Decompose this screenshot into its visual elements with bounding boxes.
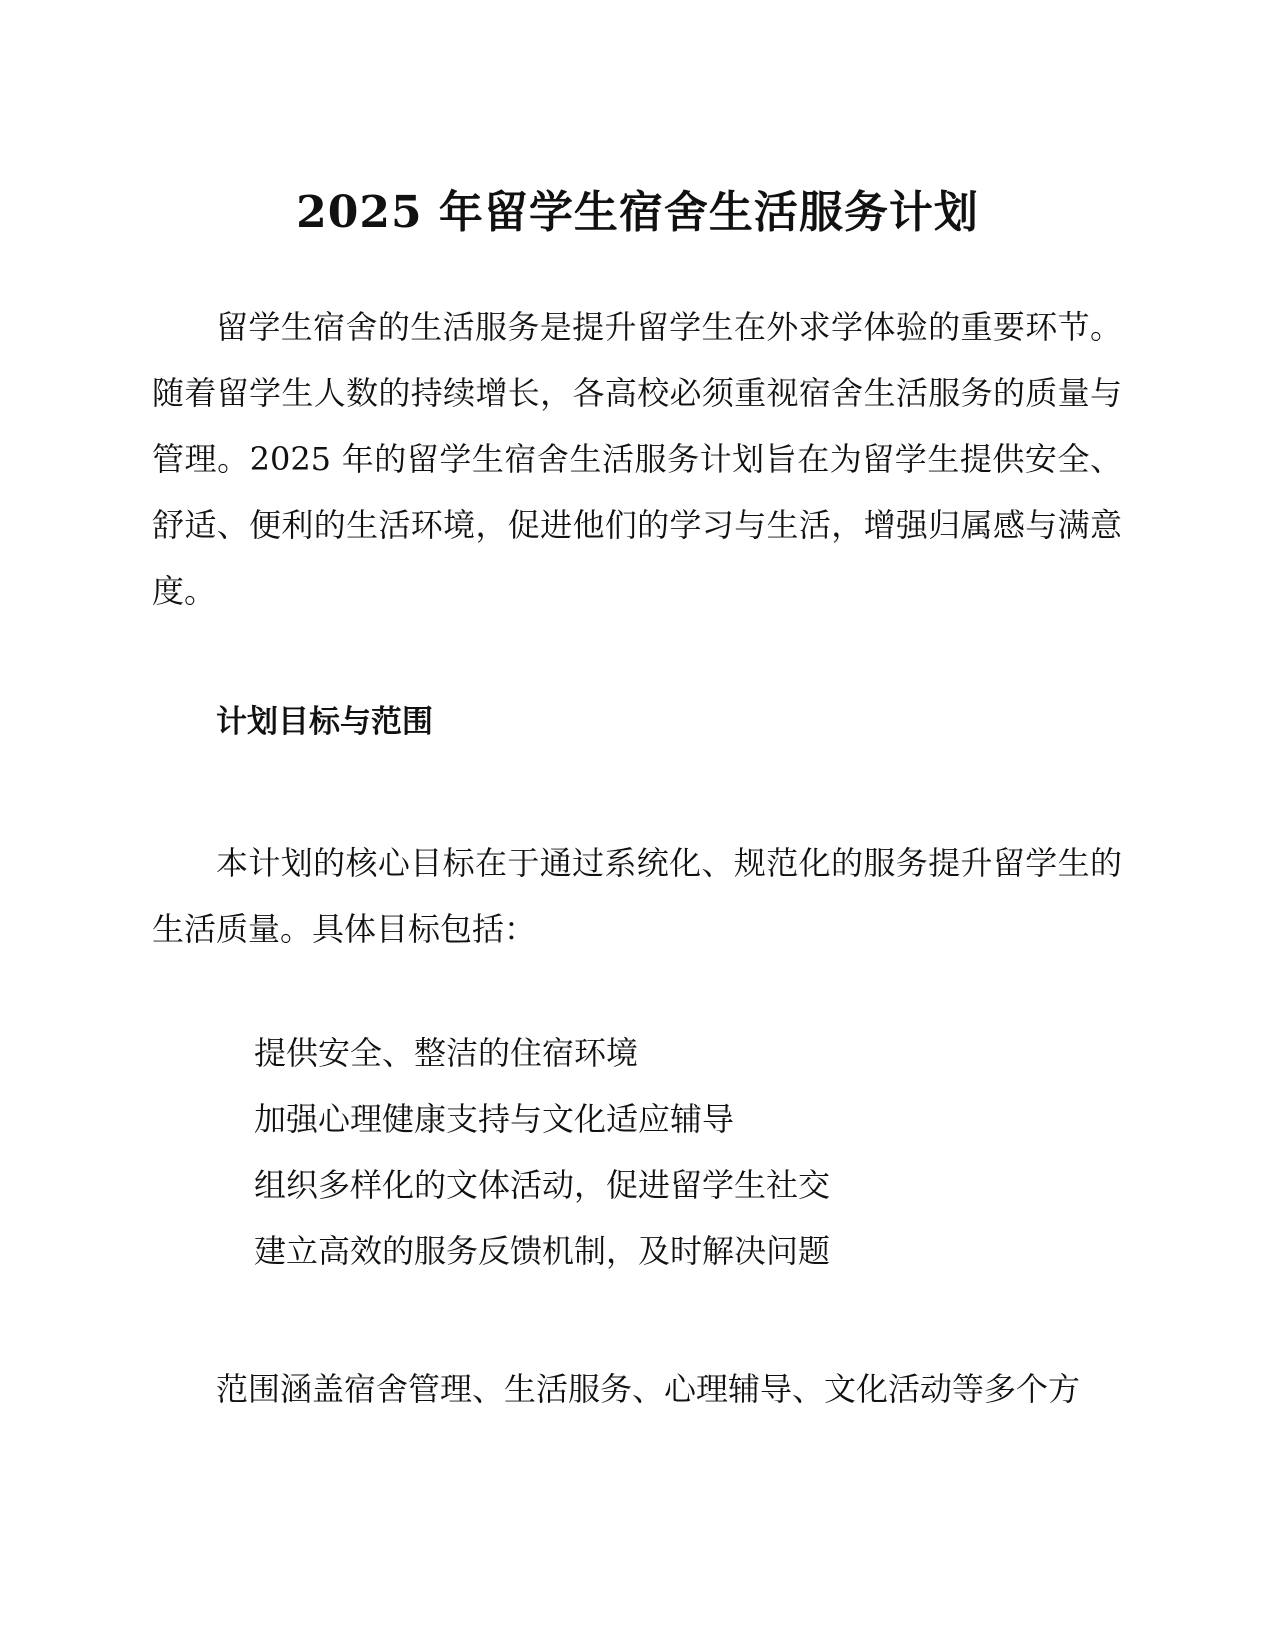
intro-paragraph: 留学生宿舍的生活服务是提升留学生在外求学体验的重要环节。随着留学生人数的持续增长，各高校必须重视宿舍生活服务的质量与管理。2025 年的留学生宿舍生活服务计划旨在为留学生提供安全、舒适、便利的生活环境，促进他们的学习与生活，增强归属感与满意度。 (152, 308, 1122, 610)
goals-intro-paragraph: 本计划的核心目标在于通过系统化、规范化的服务提升留学生的生活质量。具体目标包括： (152, 844, 1122, 948)
goals-list (254, 1020, 830, 1284)
scope-paragraph: 范围涵盖宿舍管理、生活服务、心理辅导、文化活动等多个方 (216, 1370, 1081, 1408)
document-title: 2025 年留学生宿舍生活服务计划 (296, 187, 979, 239)
goal-item: 组织多样化的文体活动，促进留学生社交 (254, 1166, 831, 1204)
goal-item: 建立高效的服务反馈机制，及时解决问题 (254, 1232, 831, 1270)
goal-item: 提供安全、整洁的住宿环境 (254, 1034, 639, 1072)
goal-item: 加强心理健康支持与文化适应辅导 (254, 1100, 735, 1138)
section-heading: 计划目标与范围 (216, 704, 433, 740)
